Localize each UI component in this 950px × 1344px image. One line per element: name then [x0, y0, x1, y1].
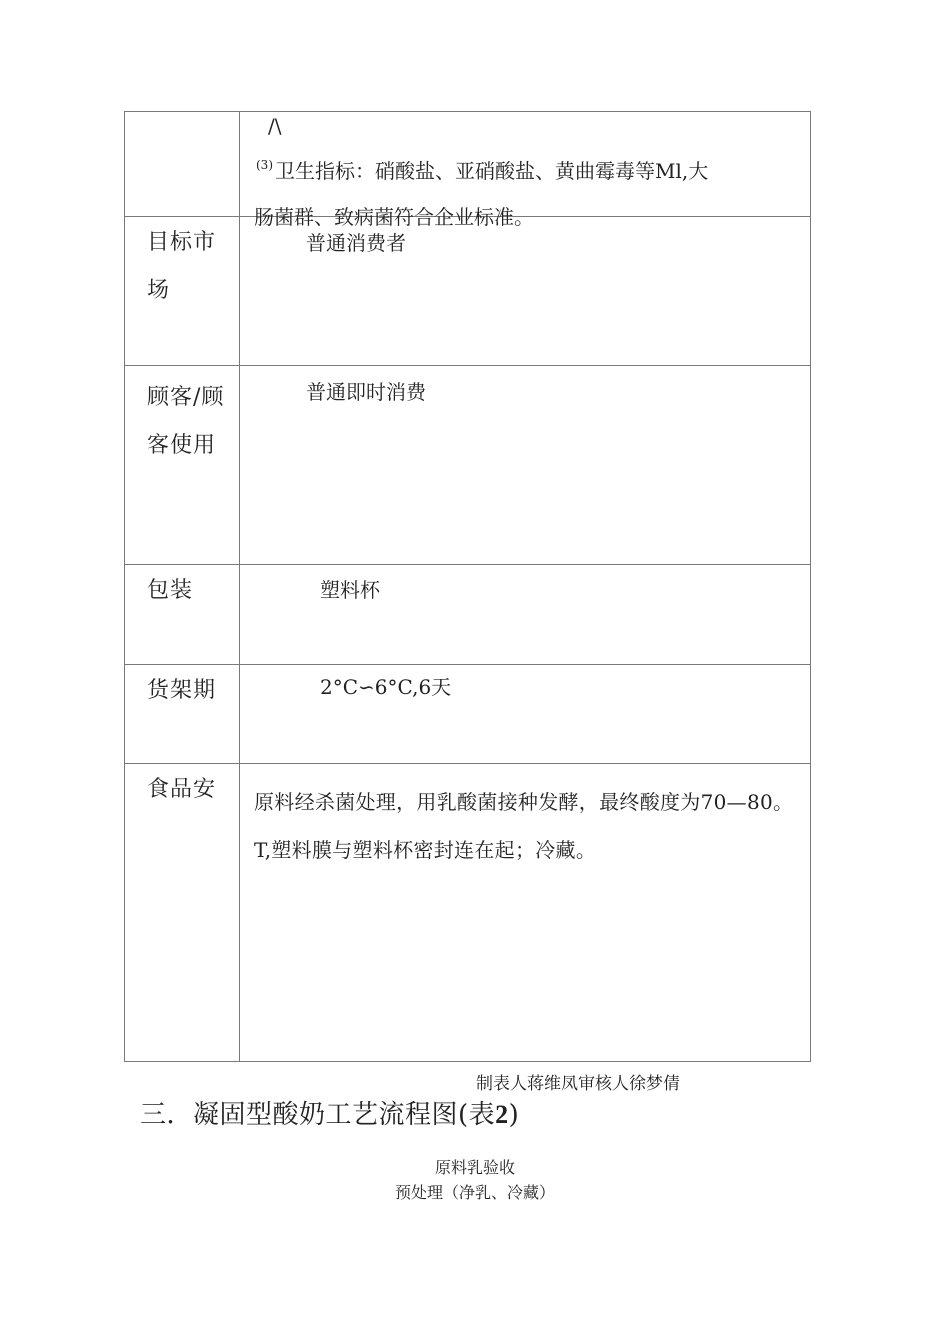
packaging-value: 塑料杯 [320, 578, 380, 602]
food-safety-value: 原料经杀菌处理，用乳酸菌接种发酵，最终酸度为70—80。T,塑料膜与塑料杯密封连在起；冷藏。 [254, 790, 794, 862]
table-signature-note: 制表人蒋维凤审核人徐梦倩 [476, 1074, 680, 1094]
packaging-label: 包装 [147, 578, 194, 603]
hygiene-text-1: 卫生指标：硝酸盐、亚硝酸盐、黄曲霉毒等Ml,大 [275, 159, 709, 183]
food-safety-label: 食品安 [147, 777, 217, 802]
table-row [125, 565, 811, 665]
customer-value: 普通即时消费 [306, 380, 426, 404]
hygiene-line-2: 肠菌群、致病菌符合企业标准。 [254, 205, 534, 229]
section-heading-suffix: ) [508, 1100, 520, 1130]
symbol-mark: /\ [268, 114, 282, 138]
shelf-life-value: 2°C∽6°C,6天 [320, 675, 452, 699]
label-cell-packaging [125, 565, 240, 665]
table-row [125, 366, 811, 565]
hygiene-line-1 [256, 155, 708, 184]
target-market-label: 目标市场 [147, 230, 217, 303]
value-cell-packaging [240, 565, 811, 665]
value-cell-shelf-life [240, 665, 811, 764]
product-spec-table [124, 111, 811, 1062]
table-row [125, 112, 811, 217]
value-cell-food-safety [240, 764, 811, 1062]
section-heading-text: 三．凝固型酸奶工艺流程图(表 [140, 1100, 496, 1130]
footnote-marker: (3) [256, 158, 273, 172]
table-row [125, 764, 811, 1062]
label-cell-customer [125, 366, 240, 565]
flow-step-2: 预处理（净乳、冷藏） [394, 1183, 555, 1202]
label-cell-food-safety [125, 764, 240, 1062]
table-row [125, 217, 811, 366]
section-heading [140, 1094, 519, 1131]
table-row [125, 665, 811, 764]
section-heading-number: 2 [495, 1100, 509, 1129]
label-cell-target-market [125, 217, 240, 366]
target-market-value: 普通消费者 [306, 231, 406, 255]
customer-label: 顾客/顾客使用 [147, 385, 225, 458]
value-cell-target-market [240, 217, 811, 366]
label-cell-shelf-life [125, 665, 240, 764]
shelf-life-label: 货架期 [147, 678, 217, 703]
label-cell-empty [125, 112, 240, 217]
value-cell-customer [240, 366, 811, 565]
flow-step-1: 原料乳验收 [434, 1158, 515, 1177]
value-cell-hygiene [240, 112, 811, 229]
